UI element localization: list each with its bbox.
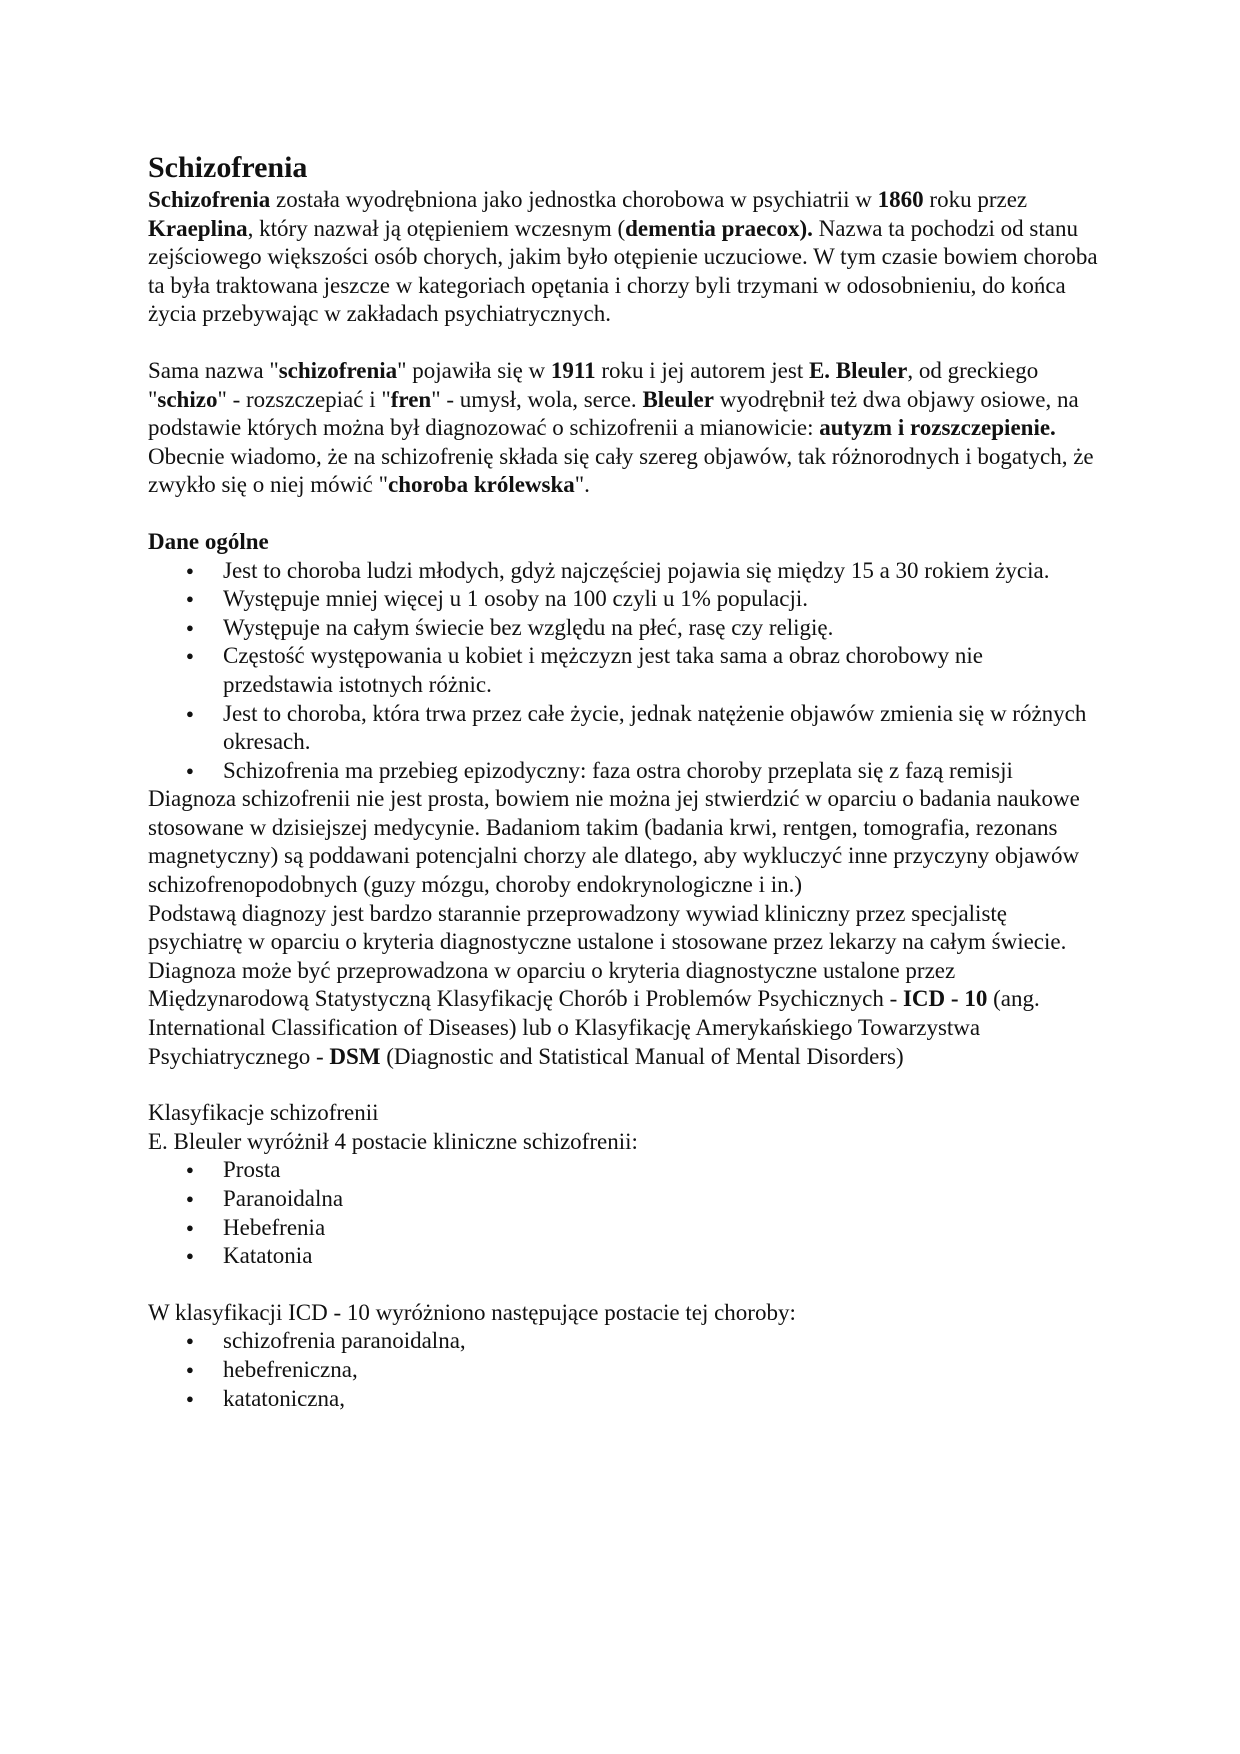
list-item: ● Hebefrenia [148, 1214, 1098, 1243]
text-run: Nazwa ta pochodzi od stanu zejściowego większości osób chorych, jakim było otępienie uczuciowe. W tym czasie bowiem choroba ta była traktowana jeszcze w kategoriach opętania i chorzy byli trzymani w odosobnieniu, do końca życia przebywając w zakładach psychiatrycznych. [148, 215, 1098, 327]
bold-term: E. Bleuler [808, 357, 908, 383]
text-run: roku przez [923, 187, 1028, 212]
text-run: Diagnoza może być przeprowadzona w oparciu o kryteria diagnostyczne ustalone przez Międzynarodową Statystyczną Klasyfikację Chorób i Problemów Psychicznych - [148, 957, 956, 1012]
bleuler-forms-list [148, 1156, 1098, 1270]
icd-intro: W klasyfikacji ICD - 10 wyróżniono następujące postacie tej choroby: [148, 1299, 796, 1325]
name-origin-paragraph [148, 357, 1098, 443]
text-run: (Diagnostic and Statistical Manual of Mental Disorders) [380, 1043, 904, 1069]
text-run: została wyodrębniona jako jednostka chorobowa w psychiatrii w [270, 187, 878, 212]
paragraph-gap [148, 500, 1098, 528]
list-item: ● Występuje mniej więcej u 1 osoby na 100 czyli u 1% populacji. [148, 585, 1098, 614]
list-item: ● Prosta [148, 1156, 1098, 1185]
text-run: (ang. International Classification of Diseases) lub o Klasyfikację Amerykańskiego Towarzystwa Psychiatrycznego - [148, 986, 1040, 1069]
criteria-paragraph [148, 957, 1098, 1071]
interview-paragraph: Podstawą diagnozy jest bardzo starannie przeprowadzony wywiad kliniczny przez specjalistę psychiatrę w oparciu o kryteria diagnostyczne ustalone i stosowane przez lekarzy na całym świecie. [148, 900, 1067, 955]
list-item: ● Katatonia [148, 1242, 1098, 1271]
document-body [148, 150, 1098, 1413]
bold-term: autyzm i rozszczepienie. [819, 415, 1056, 441]
bleuler-intro: E. Bleuler wyróżnił 4 postacie kliniczne schizofrenii: [148, 1128, 638, 1154]
bold-term: schizofrenia [278, 357, 398, 383]
bold-term: 1860 [877, 187, 924, 212]
bold-term: Kraeplina [148, 215, 248, 241]
paragraph-gap [148, 1271, 1098, 1299]
text-run: Obecnie wiadomo, że na schizofrenię składa się cały szereg objawów, tak różnorodnych i bogatych, że zwykło się o niej mówić " [148, 443, 1094, 498]
list-item: ● Schizofrenia ma przebieg epizodyczny: faza ostra choroby przeplata się z fazą remisji [148, 757, 1098, 786]
list-item: ● Jest to choroba ludzi młodych, gdyż najczęściej pojawia się między 15 a 30 rokiem życia. [148, 557, 1098, 586]
paragraph-gap [148, 1071, 1098, 1099]
text-run: " pojawiła się w [397, 357, 551, 383]
text-run: , który nazwał ją otępieniem wczesnym ( [247, 215, 626, 241]
bold-term: Schizofrenia [148, 187, 271, 212]
bold-term: ICD - 10 [902, 986, 988, 1012]
section-heading-general: Dane ogólne [148, 528, 269, 554]
list-item: ● schizofrenia paranoidalna, [148, 1327, 1098, 1356]
diagnosis-paragraph: Diagnoza schizofrenii nie jest prosta, bowiem nie można jej stwierdzić w oparciu o badania naukowe stosowane w dzisiejszej medycynie. Badaniom takim (badania krwi, rentgen, tomografia, rezonans magnetyczny) są poddawani potencjalni chorzy ale dlatego, aby wykluczyć inne przyczyny objawów schizofrenopodobnych (guzy mózgu, choroby endokrynologiczne i in.) [148, 786, 1080, 898]
text-run: Sama nazwa " [148, 357, 279, 383]
icd-forms-list [148, 1327, 1098, 1413]
text-run: , od greckiego " [148, 357, 1039, 412]
list-item: ● katatoniczna, [148, 1385, 1098, 1414]
text-run: wyodrębnił też dwa objawy osiowe, na podstawie których można był diagnozować o schizofrenii a mianowicie: [148, 386, 1079, 441]
page-title: Schizofrenia [148, 151, 308, 184]
paragraph-gap [148, 329, 1098, 357]
bold-term: Bleuler [642, 386, 714, 412]
general-facts-list [148, 557, 1098, 786]
text-run: " - umysł, wola, serce. [431, 386, 643, 412]
list-item: ● Jest to choroba, która trwa przez całe życie, jednak natężenie objawów zmienia się w różnych okresach. [148, 700, 1098, 757]
intro-paragraph [148, 186, 1098, 329]
text-run: " - rozszczepiać i " [217, 386, 391, 412]
bold-term: 1911 [550, 357, 596, 383]
bold-term: choroba królewska [387, 472, 575, 498]
list-item: ● hebefreniczna, [148, 1356, 1098, 1385]
section-heading-classification: Klasyfikacje schizofrenii [148, 1100, 379, 1126]
bold-term: schizo [157, 386, 218, 412]
list-item: ● Występuje na całym świecie bez względu na płeć, rasę czy religię. [148, 614, 1098, 643]
bold-term: fren [390, 386, 432, 412]
list-item: ● Paranoidalna [148, 1185, 1098, 1214]
list-item: ● Częstość występowania u kobiet i mężczyzn jest taka sama a obraz chorobowy nie przedstawia istotnych różnic. [148, 642, 1098, 699]
text-run: ". [574, 472, 590, 498]
bold-term: DSM [329, 1043, 381, 1069]
bold-term: dementia praecox). [625, 215, 813, 241]
text-run: roku i jej autorem jest [595, 357, 809, 383]
royal-disease-paragraph [148, 443, 1098, 500]
